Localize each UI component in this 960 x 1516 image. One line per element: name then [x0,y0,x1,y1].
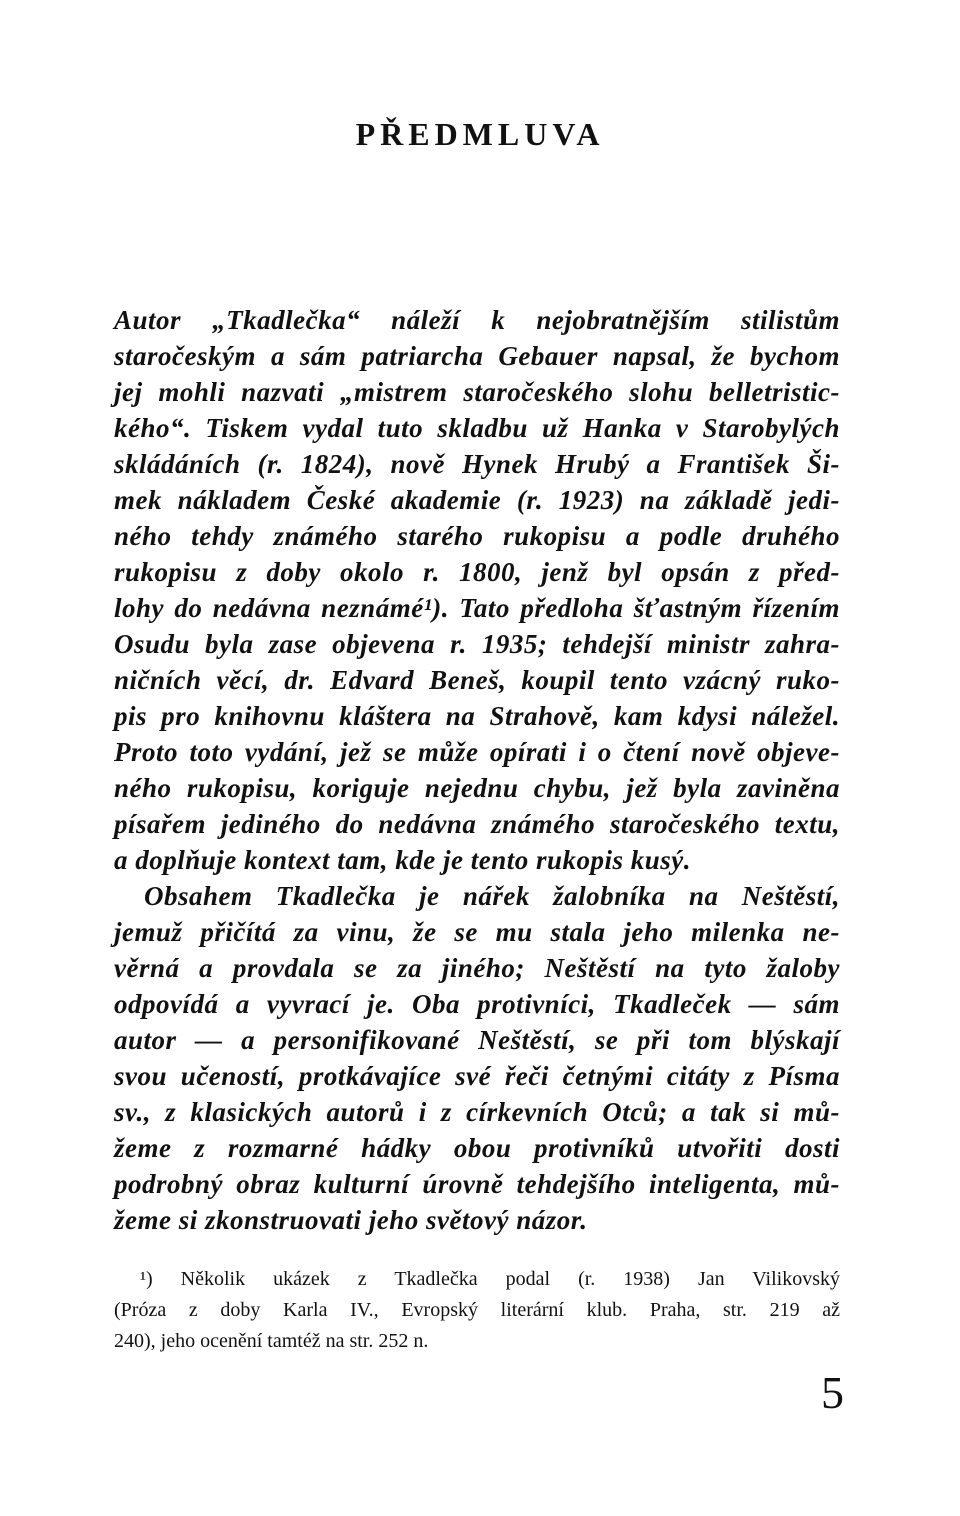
body-text [114,302,840,1238]
body-line: autor — a personifikované Neštěstí, se při tom blýskají [114,1025,840,1055]
body-line: ničních věcí, dr. Edvard Beneš, koupil tento vzácný ruko- [114,665,840,695]
body-line: písařem jediného do nedávna známého staročeského textu, [114,809,840,839]
body-line: sv., z klasických autorů i z církevních Otců; a tak si mů- [114,1097,840,1127]
body-line: svou učeností, protkávajíce své řeči četnými citáty z Písma [114,1061,840,1091]
body-line: žeme z rozmarné hádky obou protivníků utvořiti dosti [114,1133,840,1163]
body-line: ného tehdy známého starého rukopisu a podle druhého [114,521,840,551]
footnote-line: 240), jeho ocenění tamtéž na str. 252 n. [114,1330,429,1352]
footnote-line: (Próza z doby Karla IV., Evropský literární klub. Praha, str. 219 až [114,1299,840,1321]
body-line: staročeským a sám patriarcha Gebauer napsal, že bychom [114,341,840,371]
body-line: a doplňuje kontext tam, kde je tento rukopis kusý. [114,845,692,875]
body-line: Osudu byla zase objevena r. 1935; tehdejší ministr zahra- [114,629,840,659]
body-line: věrná a provdala se za jiného; Neštěstí na tyto žaloby [114,953,840,983]
body-line: kého“. Tiskem vydal tuto skladbu už Hanka v Starobylých [114,413,840,443]
body-line: jemuž přičítá za vinu, že se mu stala jeho milenka ne- [114,917,840,947]
body-line: podrobný obraz kulturní úrovně tehdejšího inteligenta, mů- [114,1169,840,1199]
body-line: rukopisu z doby okolo r. 1800, jenž byl opsán z před- [114,557,840,587]
body-line: žeme si zkonstruovati jeho světový názor. [114,1205,588,1235]
body-line: jej mohli nazvati „mistrem staročeského slohu belletristic- [114,377,840,407]
body-line: odpovídá a vyvrací je. Oba protivníci, Tkadleček — sám [114,989,840,1019]
page-title: PŘEDMLUVA [355,116,605,152]
body-line: pis pro knihovnu kláštera na Strahově, kam kdysi náležel. [114,701,840,731]
footnote-line: ¹) Několik ukázek z Tkadlečka podal (r. 1938) Jan Vilikovský [140,1268,840,1290]
body-line: ného rukopisu, koriguje nejednu chybu, jež byla zaviněna [114,773,840,803]
body-line: Obsahem Tkadlečka je nářek žalobníka na Neštěstí, [144,881,840,911]
body-line: Autor „Tkadlečka“ náleží k nejobratnějším stilistům [114,305,840,335]
body-line: Proto toto vydání, jež se může opírati i o čtení nově objeve- [114,737,840,767]
page-number: 5 [821,1367,844,1418]
body-line: skládáních (r. 1824), nově Hynek Hrubý a František Ši- [114,449,840,479]
body-line: mek nákladem České akademie (r. 1923) na základě jedi- [114,485,840,515]
body-line: lohy do nedávna neznámé¹). Tato předloha šťastným řízením [114,593,840,623]
